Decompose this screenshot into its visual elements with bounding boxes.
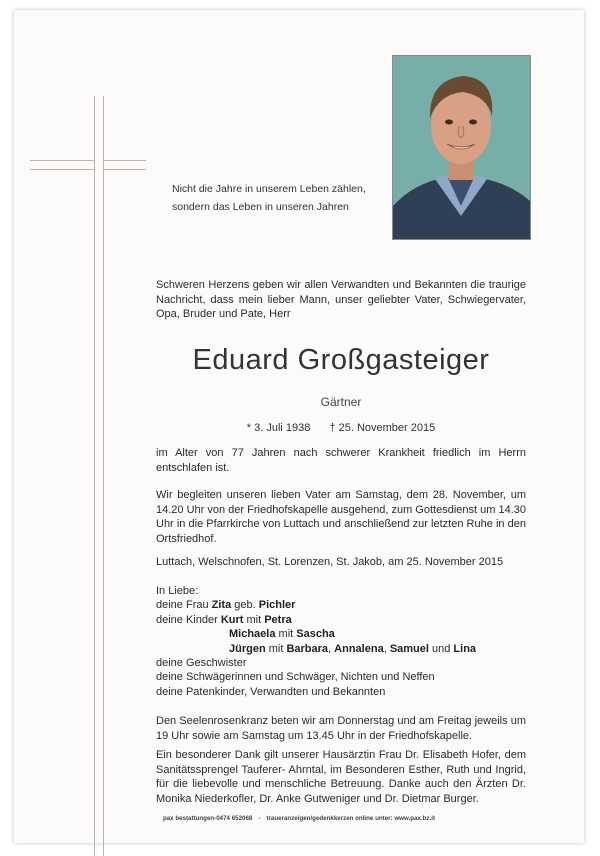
family-child-1: deine Kinder Kurt mit Petra — [156, 613, 292, 626]
funeral-paragraph: Wir begleiten unseren lieben Vater am Samstag, dem 28. November, um 14.20 Uhr von der Friedhofskapelle ausgehend, zum Gottesdienst um 14.30 Uhr in die Pfarrkirche von Luttach und anschließend zur letzten Ruhe in den Ortsfriedhof. — [156, 489, 526, 545]
life-dates — [156, 422, 526, 434]
quote — [172, 180, 366, 216]
portrait-illustration — [393, 56, 530, 239]
family-heading: In Liebe: — [156, 585, 199, 597]
cross-horizontal-beam — [30, 160, 146, 170]
family-godchildren: deine Patenkinder, Verwandten und Bekannten — [156, 685, 386, 698]
family-wife: deine Frau Zita geb. Pichler — [156, 599, 296, 612]
cross-junction — [95, 160, 103, 170]
quote-line-2: sondern das Leben in unseren Jahren — [172, 201, 349, 213]
thanks-paragraph: Ein besonderer Dank gilt unserer Hausärztin Frau Dr. Elisabeth Hofer, dem Sanitätssprengel Tauferer- Ahrntal, im Besonderen Esther, Ruth und Ingrid, für die liebevolle und menschliche Betreuung. Danke auch den Ärzten Dr. Monika Niederkofler, Dr. Anke Gutweniger und Dr. Dietmar Burger. — [156, 749, 526, 805]
family-child-3: Jürgen mit Barbara, Annalena, Samuel und Lina — [229, 642, 477, 655]
family-inlaws: deine Schwägerinnen und Schwäger, Nichten und Neffen — [156, 671, 435, 684]
quote-line-1: Nicht die Jahre in unserem Leben zählen, — [172, 183, 366, 195]
birth-date: * 3. Juli 1938 — [246, 422, 311, 434]
place-date: Luttach, Welschnofen, St. Lorenzen, St. Jakob, am 25. November 2015 — [156, 556, 504, 568]
footer-company: pax bestattungen-0474 652068 — [162, 815, 253, 822]
deceased-name: Eduard Großgasteiger — [192, 344, 490, 376]
family-list — [156, 584, 526, 699]
family-siblings: deine Geschwister — [156, 657, 247, 670]
family-child-2: Michaela mit Sascha — [229, 628, 335, 641]
passing-paragraph: im Alter von 77 Jahren nach schwerer Krankheit friedlich im Herrn entschlafen ist. — [156, 447, 526, 474]
intro-paragraph: Schweren Herzens geben wir allen Verwandten und Bekannten die traurige Nachricht, dass mein lieber Mann, unser geliebter Vater, Schwiegervater, Opa, Bruder und Pate, Herr — [156, 279, 526, 321]
death-date: † 25. November 2015 — [329, 422, 436, 434]
footer-separator: - — [258, 815, 261, 822]
cross-vertical-beam — [94, 96, 104, 856]
obituary-page — [14, 10, 584, 843]
rosary-paragraph: Den Seelenrosenkranz beten wir am Donnerstag und am Freitag jeweils um 19 Uhr sowie am Samstag um 13.45 Uhr in der Friedhofskapelle. — [156, 715, 526, 742]
footer — [14, 815, 584, 822]
portrait-photo — [392, 55, 531, 240]
deceased-occupation: Gärtner — [320, 395, 362, 409]
footer-online-link[interactable]: traueranzeigen/gedenkkerzen online unter: www.pax.bz.it — [266, 815, 436, 822]
